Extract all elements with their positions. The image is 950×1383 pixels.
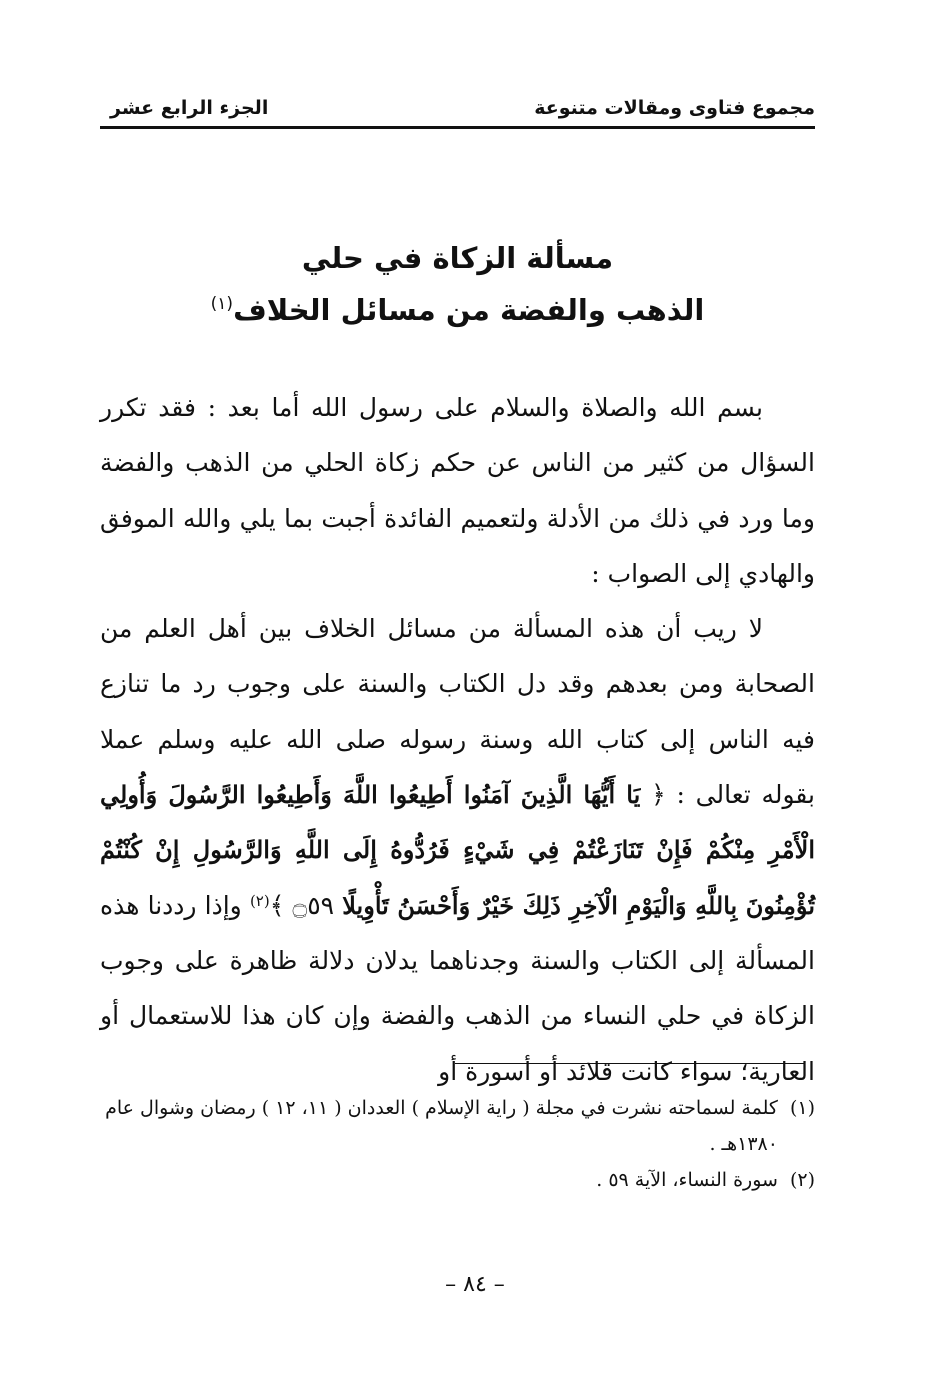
title-line-2 <box>100 284 815 336</box>
running-header <box>100 92 815 129</box>
footnote-divider <box>455 1063 805 1064</box>
footnotes <box>100 1090 815 1198</box>
footnote-text: كلمة لسماحته نشرت في مجلة ( راية الإسلام ) العددان ( ١١، ١٢ ) رمضان وشوال عام ١٣٨٠هـ . <box>105 1097 778 1155</box>
footnote-item <box>100 1090 815 1162</box>
paragraph-main-rest: وإذا رددنا هذه المسألة إلى الكتاب والسنة وجدناهما يدلان دلالة ظاهرة على وجوب الزكاة في حلي النساء من الذهب والفضة وإن كان هذا للاستعمال أو العارية؛ سواء كانت قلائد أو أسورة أو <box>100 890 815 1086</box>
title-line-2-text: الذهب والفضة من مسائل الخلاف <box>233 293 705 327</box>
verse-number: ۝٥٩ <box>292 890 335 920</box>
footnote-item <box>100 1162 815 1198</box>
footnote-number: (٢) <box>789 1169 815 1191</box>
volume-label: الجزء الرابع عشر <box>110 97 269 119</box>
title-line-1: مسألة الزكاة في حلي <box>301 241 614 275</box>
paragraph-main <box>100 601 815 1099</box>
book-title: مجموع فتاوى ومقالات متنوعة <box>534 97 815 119</box>
paragraph-intro: بسم الله والصلاة والسلام على رسول الله أما بعد : فقد تكرر السؤال من كثير من الناس عن حكم زكاة الحلي من الذهب والفضة وما ورد في ذلك من الأدلة ولتعميم الفائدة أجبت بما يلي والله الموفق والهادي إلى الصواب : <box>100 393 815 588</box>
page-number: – ٨٤ – <box>445 1272 505 1297</box>
verse-footnote-ref: (٢) <box>249 891 270 910</box>
verse-open-bracket: ﴿ <box>651 780 666 810</box>
verse-close-bracket: ﴾ <box>269 890 285 920</box>
footnote-text: سورة النساء، الآية ٥٩ . <box>596 1169 778 1191</box>
article-title <box>100 232 815 336</box>
title-footnote-ref: (١) <box>210 294 234 314</box>
paragraph-main-intro: لا ريب أن هذه المسألة من مسائل الخلاف بين أهل العلم من الصحابة ومن بعدهم وقد دل الكتاب والسنة على وجوب رد ما تنازع فيه الناس إلى كتاب الله وسنة رسوله صلى الله عليه وسلم عملا بقوله تعالى : <box>100 614 816 810</box>
footnote-number: (١) <box>789 1097 815 1119</box>
quran-verse: يَا أَيُّهَا الَّذِينَ آمَنُوا أَطِيعُوا اللَّهَ وَأَطِيعُوا الرَّسُولَ وَأُولِي الْأَمْرِ مِنْكُمْ فَإِنْ تَنَازَعْتُمْ فِي شَيْءٍ فَرُدُّوهُ إِلَى اللَّهِ وَالرَّسُولِ إِنْ كُنْتُمْ تُؤْمِنُونَ بِاللَّهِ وَالْيَوْمِ الْآخِرِ ذَلِكَ خَيْرٌ وَأَحْسَنُ تَأْوِيلًا <box>100 780 815 920</box>
article-body <box>100 380 815 1099</box>
